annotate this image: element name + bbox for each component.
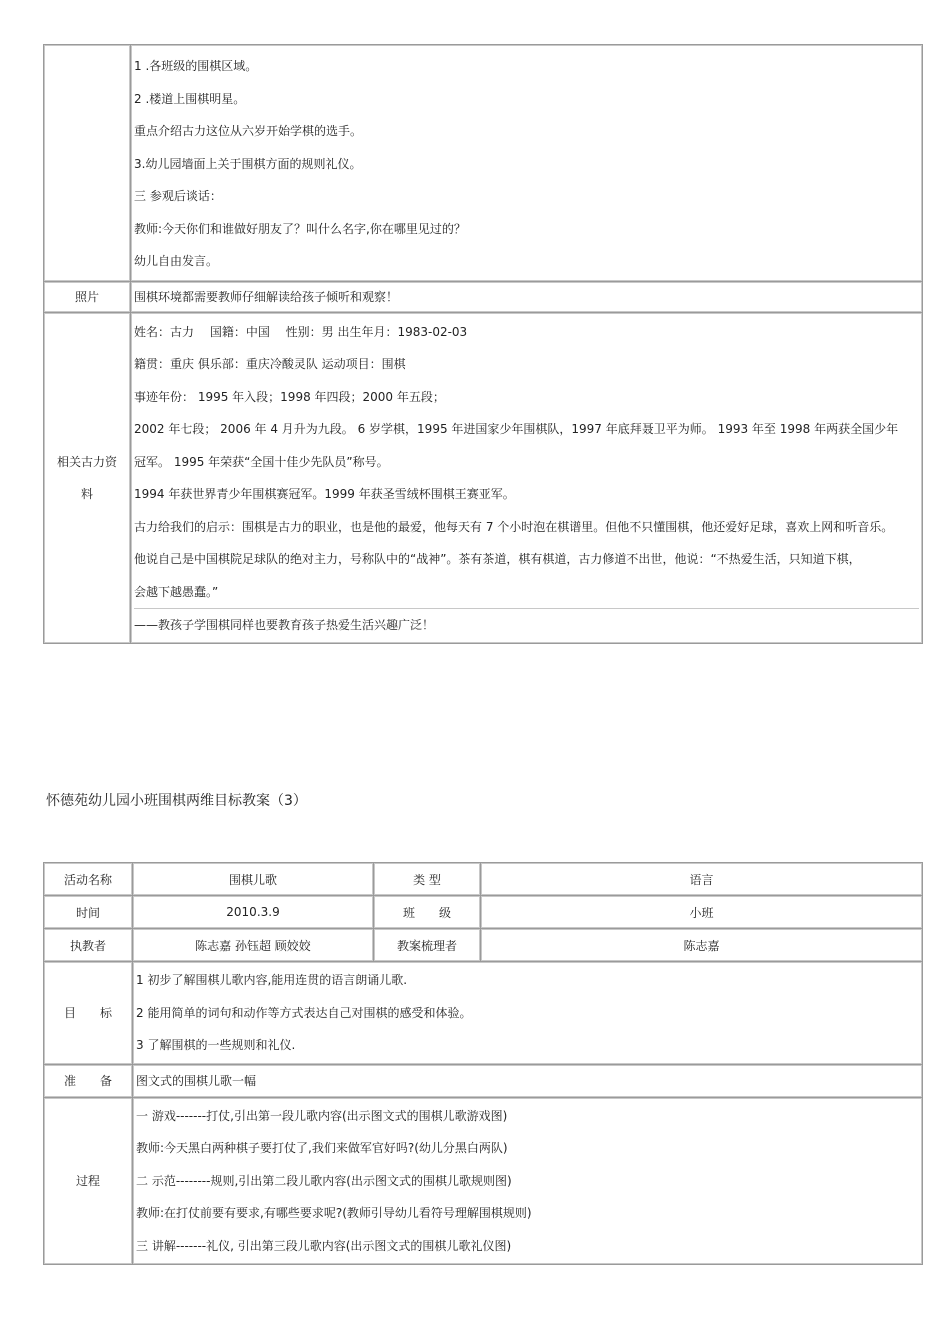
goal-label: 目 标: [44, 962, 132, 1064]
process-line: 二 示范--------规则,引出第二段儿歌内容(出示图文式的围棋儿歌规则图): [136, 1173, 512, 1188]
text-line: 3.幼儿园墙面上关于围棋方面的规则礼仪。: [134, 156, 362, 171]
table-row: [44, 45, 922, 281]
table-row: [44, 313, 922, 643]
photo-label: 照片: [44, 282, 130, 312]
process-line: 一 游戏-------打仗,引出第一段儿歌内容(出示图文式的围棋儿歌游戏图): [136, 1108, 508, 1123]
type-label: 类 型: [374, 863, 480, 895]
text-line: 2002 年七段； 2006 年 4 月升为九段。 6 岁学棋，1995 年进国家少年围棋队，1997 年底拜聂卫平为师。 1993 年至 1998 年两获全国少年: [134, 422, 899, 436]
profile-content: [131, 313, 922, 643]
text-line: 古力给我们的启示：围棋是古力的职业，也是他的最爱，他每天有 7 个小时泡在棋谱里。但他不只懂围棋，他还爱好足球，喜欢上网和听音乐。: [134, 519, 894, 534]
content-cell: [131, 45, 922, 281]
goal-content: [133, 962, 922, 1064]
text-line: 三 参观后谈话：: [134, 189, 222, 203]
profile-label: [44, 313, 130, 643]
process-line: 教师:今天黑白两种棋子要打仗了,我们来做军官好吗?(幼儿分黑白两队): [136, 1141, 508, 1155]
table-row: [44, 962, 922, 1064]
profile-label-line: 料: [80, 486, 93, 501]
text-line: 会越下越愚蠢。”: [134, 584, 219, 599]
class-value: 小班: [481, 896, 922, 928]
organizer-label: 教案梳理者: [374, 929, 480, 961]
empty-label-cell: [44, 45, 130, 281]
prep-label: 准 备: [44, 1065, 132, 1097]
class-label: 班 级: [374, 896, 480, 928]
text-line: 姓名：古力 国籍：中国 性别：男 出生年月：1983-02-03: [134, 324, 468, 339]
table-row: [44, 929, 922, 961]
text-line: 他说自己是中国棋院足球队的绝对主力，号称队中的“战神”。茶有茶道，棋有棋道，古力修道不出世，他说：“不热爱生活，只知道下棋，: [134, 552, 861, 566]
goal-line: 1 初步了解围棋儿歌内容,能用连贯的语言朗诵儿歌.: [136, 973, 408, 987]
prep-text: 图文式的围棋儿歌一幅: [133, 1065, 922, 1097]
type-value: 语言: [481, 863, 922, 895]
profile-label-line: 相关古力资: [56, 454, 117, 469]
table-row: [44, 1098, 922, 1265]
text-line: ——教孩子学围棋同样也要教育孩子热爱生活兴趣广泛！: [134, 608, 919, 642]
goal-line: 3 了解围棋的一些规则和礼仪.: [136, 1038, 296, 1052]
process-label: 过程: [44, 1098, 132, 1265]
activity-name-label: 活动名称: [44, 863, 132, 895]
table-row: [44, 863, 922, 895]
text-line: 籍贯：重庆 俱乐部：重庆冷酸灵队 运动项目：围棋: [134, 357, 406, 371]
goal-line: 2 能用简单的词句和动作等方式表达自己对围棋的感受和体验。: [136, 1005, 472, 1020]
teacher-value: 陈志嘉 孙钰超 顾姣姣: [133, 929, 373, 961]
text-line: 教师:今天你们和谁做好朋友了？叫什么名字,你在哪里见过的？: [134, 221, 466, 236]
photo-text: 围棋环境都需要教师仔细解读给孩子倾听和观察！: [131, 282, 922, 312]
table-row: [44, 1065, 922, 1097]
text-line: 1 .各班级的围棋区域。: [134, 59, 258, 73]
text-line: 1994 年获世界青少年围棋赛冠军。1999 年获圣雪绒杯围棋王赛亚军。: [134, 487, 515, 501]
table-row: [44, 896, 922, 928]
activity-name-value: 围棋儿歌: [133, 863, 373, 895]
organizer-value: 陈志嘉: [481, 929, 922, 961]
text-line: 2 .楼道上围棋明星。: [134, 91, 246, 106]
table-row: [44, 282, 922, 312]
text-line: 事迹年份： 1995 年入段；1998 年四段；2000 年五段；: [134, 389, 445, 404]
lesson-plan-table: [43, 862, 923, 1265]
text-line: 冠军。 1995 年荣获“全国十佳少先队员”称号。: [134, 454, 389, 469]
text-line: 重点介绍古力这位从六岁开始学棋的选手。: [134, 124, 363, 138]
time-label: 时间: [44, 896, 132, 928]
profile-table: [43, 44, 923, 644]
teacher-label: 执教者: [44, 929, 132, 961]
process-line: 教师:在打仗前要有要求,有哪些要求呢?(教师引导幼儿看符号理解围棋规则): [136, 1206, 532, 1220]
text-line: 幼儿自由发言。: [134, 254, 219, 268]
document-title: 怀德苑幼儿园小班围棋两维目标教案（3）: [46, 793, 307, 809]
process-content: [133, 1098, 922, 1265]
time-value: 2010.3.9: [133, 896, 373, 928]
process-line: 三 讲解-------礼仪, 引出第三段儿歌内容(出示图文式的围棋儿歌礼仪图): [136, 1238, 512, 1253]
